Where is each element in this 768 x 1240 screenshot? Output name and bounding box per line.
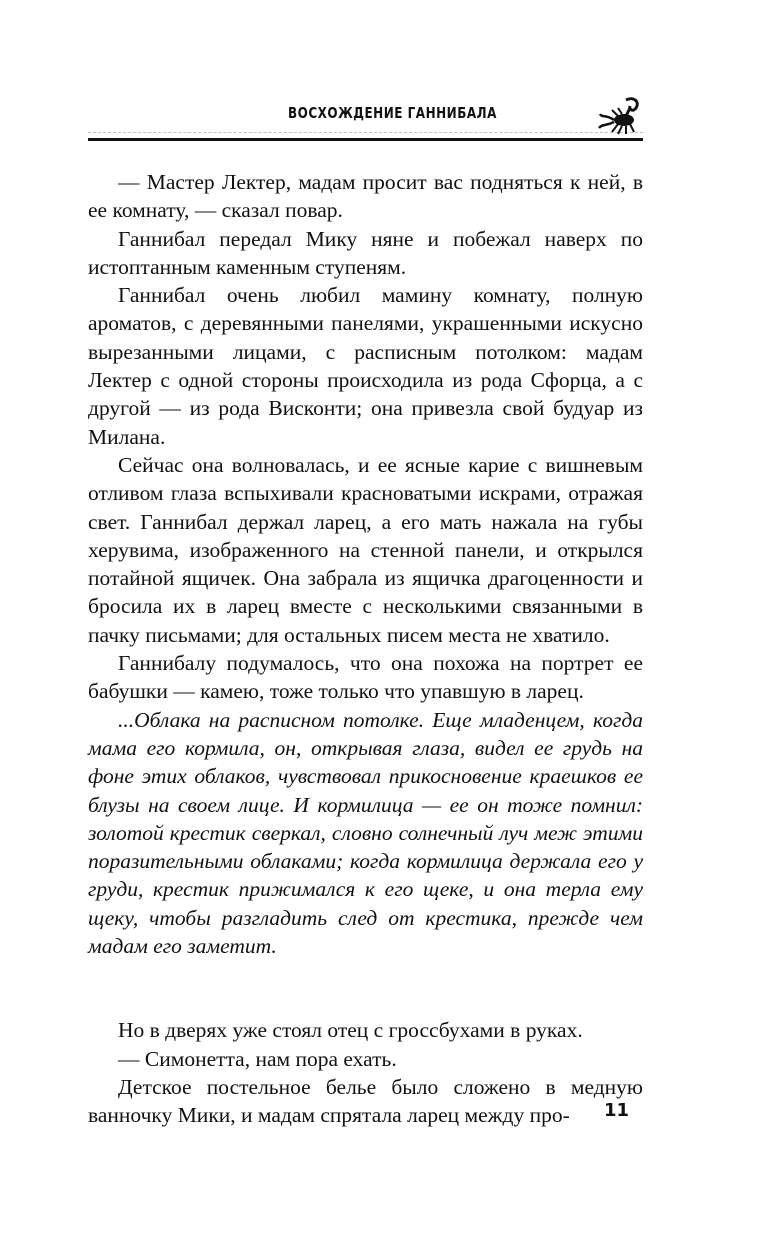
running-header: [88, 96, 643, 146]
paragraph: Ганнибал очень любил мамину комнату, полную ароматов, с деревянными панелями, украшенными искусно вырезанными лицами, с расписным потолком: мадам Лектер с одной стороны происходила из рода Сфорца, а с другой — из рода Висконти; она привезла свой будуар из Милана.: [88, 283, 643, 449]
section-gap: [88, 960, 643, 1016]
page-number: 11: [604, 1100, 630, 1121]
paragraph: — Мастер Лектер, мадам просит вас подняться к ней, в ее комнату, — сказал повар.: [88, 170, 643, 223]
paragraph: Детское постельное белье было сложено в медную ванночку Мики, и мадам спрятала ларец между про-: [88, 1074, 643, 1128]
header-rule: [88, 138, 643, 141]
paragraph: Ганнибалу подумалось, что она похожа на портрет ее бабушки — камею, тоже только что упавшую в ларец.: [88, 651, 643, 704]
main-text: [88, 168, 643, 1130]
paragraph: Но в дверях уже стоял отец с гроссбухами в руках.: [118, 1018, 583, 1043]
scorpion-icon: [596, 96, 646, 138]
paragraph: Ганнибал передал Мику няне и побежал наверх по истоптанным каменным ступеням.: [88, 226, 643, 279]
running-header-title: ВОСХОЖДЕНИЕ ГАННИБАЛА: [288, 104, 497, 122]
paragraph: Сейчас она волновалась, и ее ясные карие с вишневым отливом глаза вспыхивали красноватыми искрами, отражая свет. Ганнибал держал ларец, а его мать нажала на губы херувима, изображенного на стенной панели, и открылся потайной ящичек. Она забрала из ящичка драгоценности и бросила их в ларец вместе с несколькими связанными в пачку письмами; для остальных писем места не хватило.: [88, 452, 643, 647]
italic-flashback-paragraph: ...Облака на расписном потолке. Еще младенцем, когда мама его кормила, он, открывая глаза, видел ее грудь на фоне этих облаков, чувствовал прикосновение краешков ее блузы на своем лице. И кормилица — ее он тоже помнил: золотой крестик сверкал, словно солнечный луч меж этими поразительными облаками; когда кормилица держала его у груди, крестик прижимался к его щеке, и она терла ему щеку, чтобы разгладить след от крестика, прежде чем мадам его заметит.: [88, 707, 643, 959]
paragraph: — Симонетта, нам пора ехать.: [118, 1046, 397, 1071]
